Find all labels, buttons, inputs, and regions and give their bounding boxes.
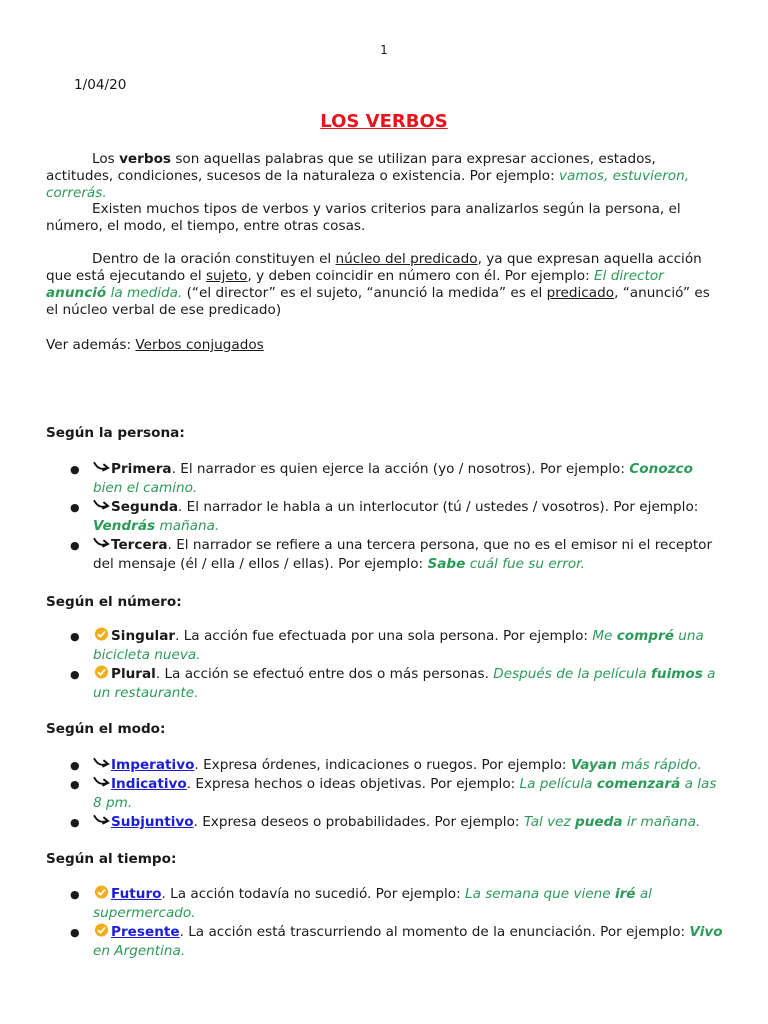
bullet-icon: ● xyxy=(70,463,80,476)
list-item: ● Indicativo. Expresa hechos o ideas objetivas. Por ejemplo: La película comenzará a las 8 pm. xyxy=(70,776,717,811)
link-presente[interactable]: Presente xyxy=(111,924,180,940)
list-persona xyxy=(0,460,768,574)
intro-paragraph-2: Existen muchos tipos de verbos y varios criterios para analizarlos según la persona, el número, el modo, el tiempo, entre otras cosas. xyxy=(46,201,681,234)
link-subjuntivo[interactable]: Subjuntivo xyxy=(111,814,194,830)
list-item: ● Plural. La acción se efectuó entre dos o más personas. Después de la película fuimos a un restaurante. xyxy=(70,666,716,701)
list-item: ● Segunda. El narrador le habla a un interlocutor (tú / ustedes / vosotros). Por ejemplo: Vendrás mañana. xyxy=(70,499,699,534)
list-item: ● Primera. El narrador es quien ejerce la acción (yo / nosotros). Por ejemplo: Conozco bien el camino. xyxy=(70,461,693,496)
bullet-icon: ● xyxy=(70,926,80,939)
list-modo xyxy=(0,756,768,832)
list-item: ● Tercera. El narrador se refiere a una tercera persona, que no es el emisor ni el receptor del mensaje (él / ella / ellos / ellas). Por ejemplo: Sabe cuál fue su error. xyxy=(70,537,713,572)
intro-paragraph-1: Los verbos son aquellas palabras que se utilizan para expresar acciones, estados, actitudes, condiciones, sucesos de la naturaleza o existencia. Por ejemplo: vamos, estuvieron, correrás. xyxy=(46,151,690,201)
list-item: ● Subjuntivo. Expresa deseos o probabilidades. Por ejemplo: Tal vez pueda ir mañana. xyxy=(70,814,701,830)
check-icon xyxy=(93,665,110,679)
heading-numero: Según el número: xyxy=(46,594,182,610)
list-item: ● Imperativo. Expresa órdenes, indicaciones o ruegos. Por ejemplo: Vayan más rápido. xyxy=(70,757,702,773)
check-icon xyxy=(93,885,110,899)
link-imperativo[interactable]: Imperativo xyxy=(111,757,195,773)
arrow-icon xyxy=(93,813,110,827)
bullet-icon: ● xyxy=(70,759,80,772)
date: 1/04/20 xyxy=(74,77,127,93)
intro-paragraph-3: Dentro de la oración constituyen el núcleo del predicado, ya que expresan aquella acción que está ejecutando el sujeto, y deben coincidir en número con él. Por ejemplo: El director anunció la medida. (“el director” es el sujeto, “anunció la medida” es el predicado, “anunció” es el núcleo verbal de ese predicado) xyxy=(46,251,710,318)
list-item: ● Presente. La acción está trascurriendo al momento de la enunciación. Por ejemplo: Vivo en Argentina. xyxy=(70,924,723,959)
list-item: ● Futuro. La acción todavía no sucedió. Por ejemplo: La semana que viene iré al supermercado. xyxy=(70,886,652,921)
check-icon xyxy=(93,627,110,641)
see-also: Ver además: Verbos conjugados xyxy=(46,337,264,353)
bullet-icon: ● xyxy=(70,630,80,643)
arrow-icon xyxy=(93,498,110,512)
arrow-icon xyxy=(93,536,110,550)
bullet-icon: ● xyxy=(70,888,80,901)
check-icon xyxy=(93,923,110,937)
page-title: LOS VERBOS xyxy=(320,111,448,132)
link-sujeto[interactable]: sujeto xyxy=(205,268,248,284)
link-nucleo-predicado[interactable]: núcleo del predicado xyxy=(335,251,478,267)
example-text: vamos, estuvieron, correrás. xyxy=(46,168,690,201)
arrow-icon xyxy=(93,775,110,789)
bullet-icon: ● xyxy=(70,668,80,681)
heading-modo: Según el modo: xyxy=(46,721,166,737)
arrow-icon xyxy=(93,460,110,474)
bullet-icon: ● xyxy=(70,539,80,552)
bullet-icon: ● xyxy=(70,816,80,829)
link-indicativo[interactable]: Indicativo xyxy=(111,776,187,792)
link-futuro[interactable]: Futuro xyxy=(111,886,162,902)
list-item: ● Singular. La acción fue efectuada por una sola persona. Por ejemplo: Me compré una bicicleta nueva. xyxy=(70,628,704,663)
list-tiempo xyxy=(0,885,768,961)
bullet-icon: ● xyxy=(70,778,80,791)
list-numero xyxy=(0,627,768,703)
link-verbos-conjugados[interactable]: Verbos conjugados xyxy=(135,337,264,353)
bullet-icon: ● xyxy=(70,501,80,514)
arrow-icon xyxy=(93,756,110,770)
page-number: 1 xyxy=(380,43,388,57)
link-predicado[interactable]: predicado xyxy=(546,285,615,301)
heading-tiempo: Según al tiempo: xyxy=(46,851,177,867)
heading-persona: Según la persona: xyxy=(46,425,185,441)
